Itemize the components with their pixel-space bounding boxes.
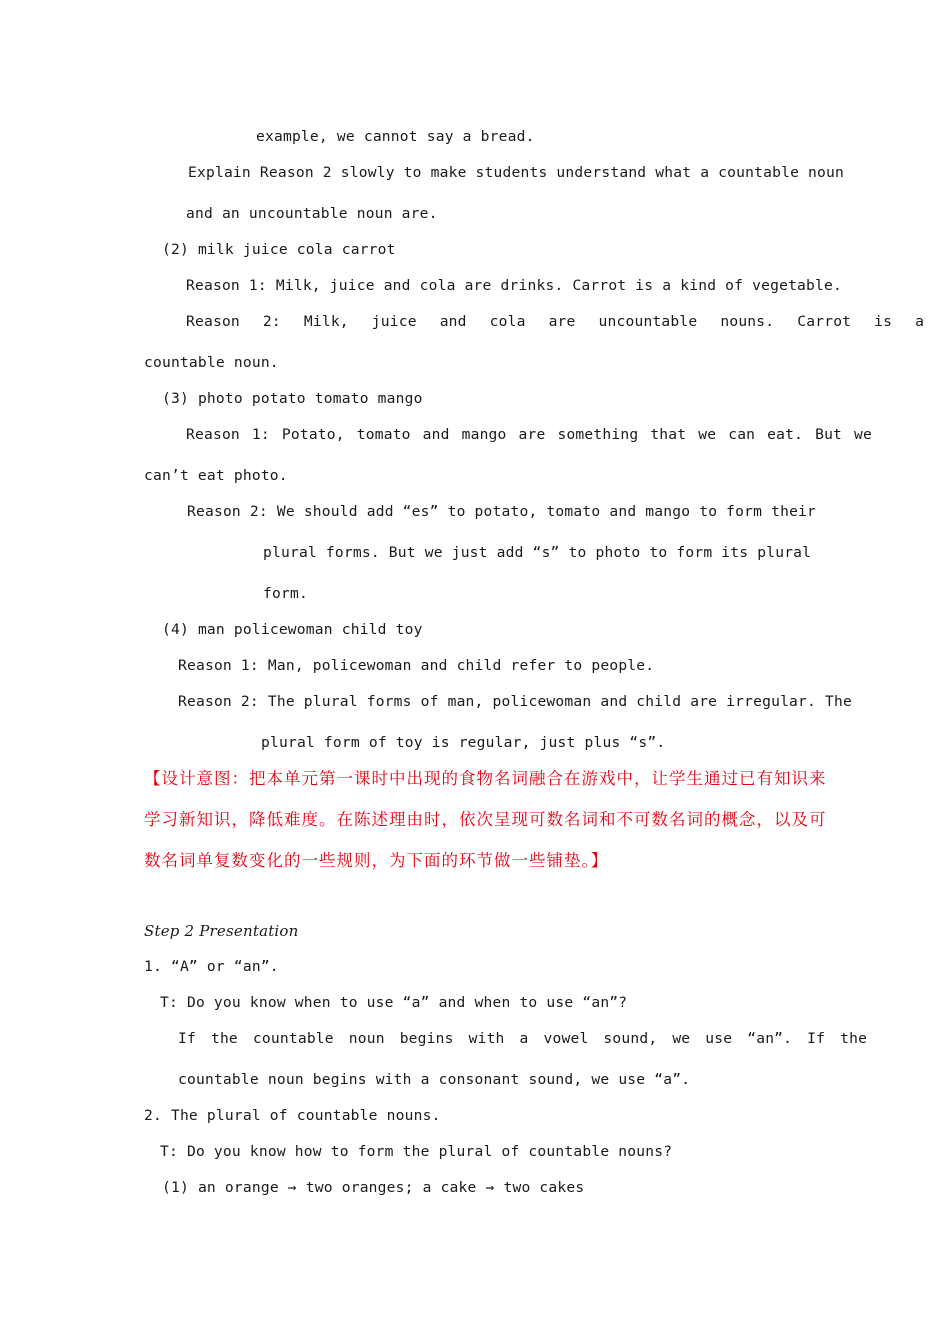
item-2-reason-2: Reason 2: Milk, juice and cola are uncountable nouns. Carrot is a — [186, 313, 925, 330]
design-note-line-3: 数名词单复数变化的一些规则，为下面的环节做一些铺垫。】 — [144, 851, 609, 870]
point-2-heading: 2. The plural of countable nouns. — [144, 1107, 441, 1124]
item-3-heading: (3) photo potato tomato mango — [162, 390, 423, 407]
item-3-reason-2-cont: plural forms. But we just add “s” to photo to form its plural — [263, 544, 812, 561]
item-4-reason-1: Reason 1: Man, policewoman and child refer to people. — [178, 657, 655, 674]
item-3-reason-2: Reason 2: We should add “es” to potato, tomato and mango to form their — [187, 503, 817, 520]
design-note-line-2: 学习新知识，降低难度。在陈述理由时，依次呈现可数名词和不可数名词的概念，以及可 — [144, 810, 827, 829]
text-line-and-uncountable: and an uncountable noun are. — [186, 205, 438, 222]
item-3-reason-1-cont: can’t eat photo. — [144, 467, 288, 484]
item-2-reason-2-cont: countable noun. — [144, 354, 279, 371]
text-line-example: example, we cannot say a bread. — [256, 128, 535, 145]
item-4-reason-2-cont: plural form of toy is regular, just plus “s”. — [261, 734, 666, 751]
point-1-question: T: Do you know when to use “a” and when to use “an”? — [160, 994, 628, 1011]
point-1-heading: 1. “A” or “an”. — [144, 958, 279, 975]
point-1-answer: If the countable noun begins with a vowel sound, we use “an”. If the — [178, 1030, 868, 1047]
section-heading-step-2: Step 2 Presentation — [144, 922, 299, 940]
item-3-reason-1: Reason 1: Potato, tomato and mango are something that we can eat. But we — [186, 426, 873, 443]
item-2-reason-1: Reason 1: Milk, juice and cola are drinks. Carrot is a kind of vegetable. — [186, 277, 842, 294]
point-2-question: T: Do you know how to form the plural of countable nouns? — [160, 1143, 673, 1160]
text-line-explain: Explain Reason 2 slowly to make students understand what a countable noun — [188, 164, 844, 181]
point-2-example-1: (1) an orange → two oranges; a cake → two cakes — [162, 1179, 585, 1196]
item-4-reason-2: Reason 2: The plural forms of man, policewoman and child are irregular. The — [178, 693, 852, 710]
point-1-answer-cont: countable noun begins with a consonant sound, we use “a”. — [178, 1071, 691, 1088]
item-2-heading: (2) milk juice cola carrot — [162, 241, 396, 258]
item-4-heading: (4) man policewoman child toy — [162, 621, 423, 638]
design-note-line-1: 【设计意图：把本单元第一课时中出现的食物名词融合在游戏中，让学生通过已有知识来 — [144, 769, 827, 788]
item-3-reason-2-end: form. — [263, 585, 308, 602]
